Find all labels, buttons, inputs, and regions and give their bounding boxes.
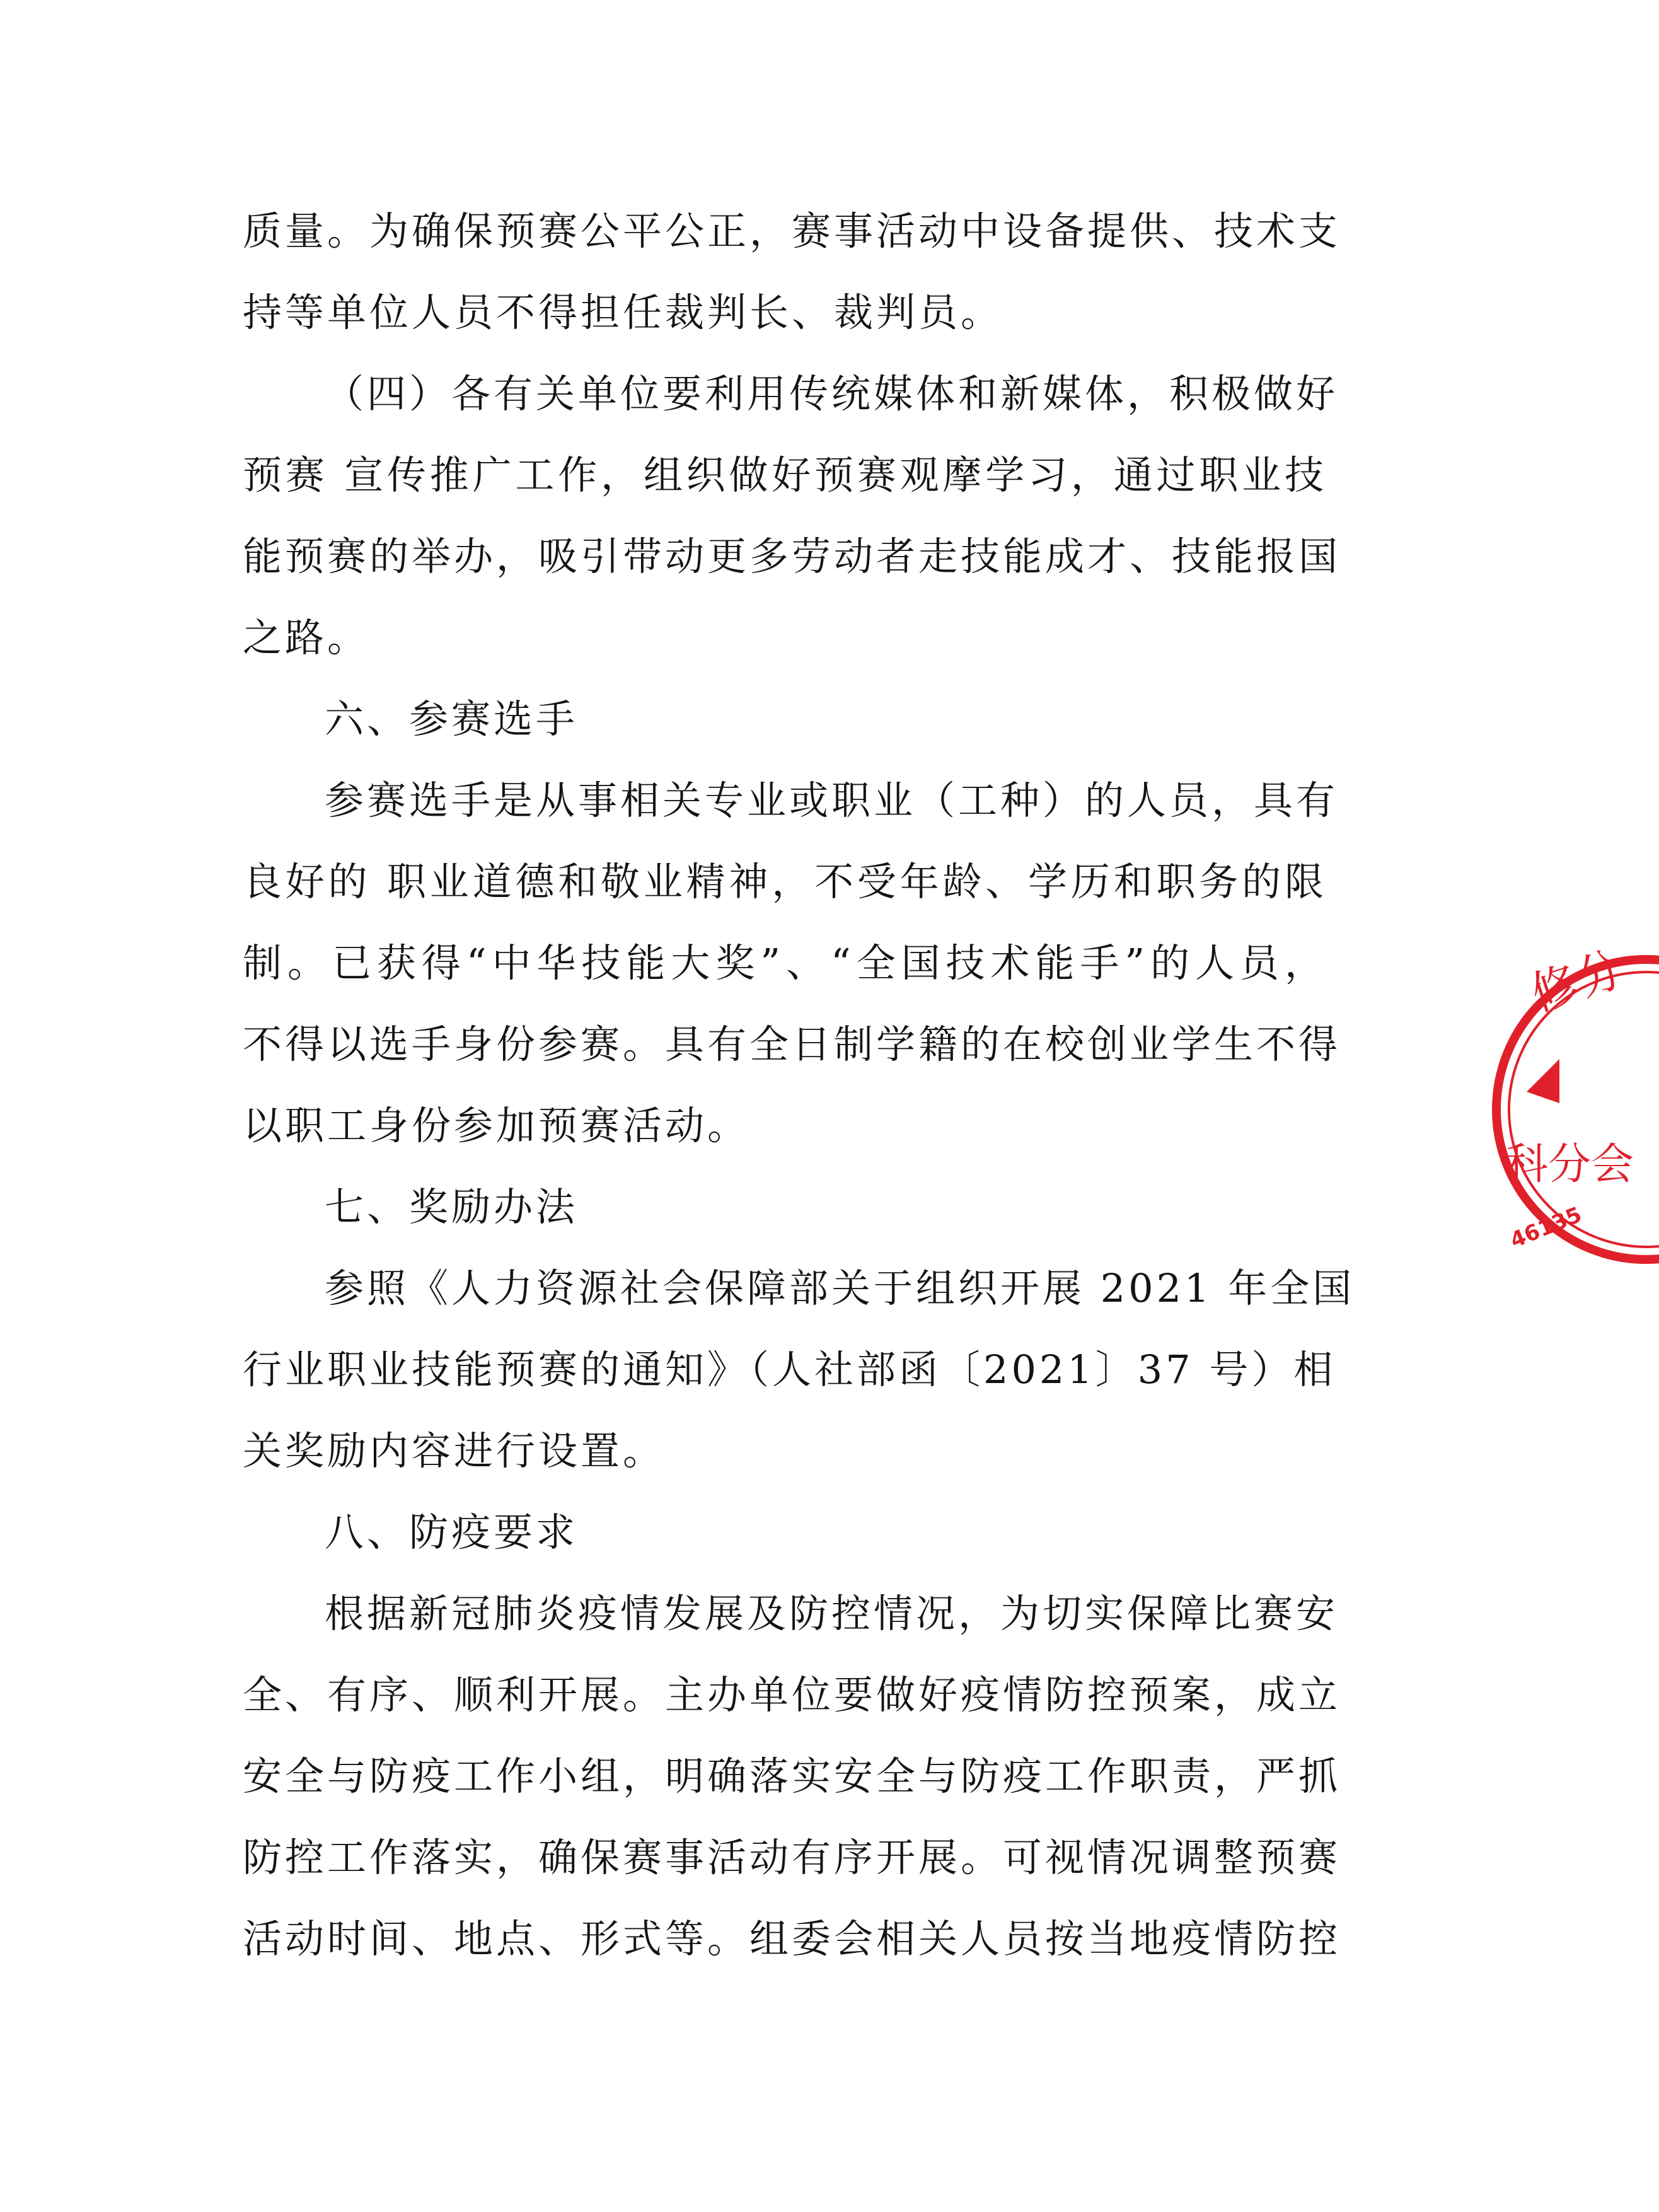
text-line: 预赛 宣传推广工作，组织做好预赛观摩学习，通过职业技 xyxy=(243,452,1327,498)
text-line: 关奖励内容进行设置。 xyxy=(243,1428,666,1474)
text-line: 防控工作落实，确保赛事活动有序开展。可视情况调整预赛 xyxy=(243,1834,1341,1880)
text-line: 能预赛的举办，吸引带动更多劳动者走技能成才、技能报国 xyxy=(243,533,1341,579)
section-heading: 六、参赛选手 xyxy=(325,696,579,742)
text-line: 持等单位人员不得担任裁判长、裁判员。 xyxy=(243,289,1003,335)
text-line: 之路。 xyxy=(243,615,370,661)
text-line: 行业职业技能预赛的通知》（人社部函〔2021〕37 号）相 xyxy=(243,1346,1336,1393)
text-line: 以职工身份参加预赛活动。 xyxy=(243,1103,750,1149)
text-line: 活动时间、地点、形式等。组委会相关人员按当地疫情防控 xyxy=(243,1916,1341,1962)
body-text xyxy=(243,190,1355,1979)
text-line: 根据新冠肺炎疫情发展及防控情况，为切实保障比赛安 xyxy=(325,1590,1339,1636)
text-line: 参赛选手是从事相关专业或职业（工种）的人员，具有 xyxy=(325,777,1339,823)
seal-top-text: 修分 xyxy=(1524,941,1631,1022)
text-line: 全、有序、顺利开展。主办单位要做好疫情防控预案，成立 xyxy=(243,1672,1341,1718)
text-line: 制。已获得“中华技能大奖”、“全国技术能手”的人员， xyxy=(243,940,1327,986)
seal-number: 46135 xyxy=(1506,1202,1586,1254)
text-line: 安全与防疫工作小组，明确落实安全与防疫工作职责，严抓 xyxy=(243,1753,1341,1799)
text-line: （四）各有关单位要利用传统媒体和新媒体，积极做好 xyxy=(325,371,1339,417)
seal-inner-ring xyxy=(1509,972,1659,1247)
text-line: 质量。为确保预赛公平公正，赛事活动中设备提供、技术支 xyxy=(243,208,1341,254)
text-line: 参照《人力资源社会保障部关于组织开展 2021 年全国 xyxy=(325,1265,1355,1311)
text-line: 良好的 职业道德和敬业精神，不受年龄、学历和职务的限 xyxy=(243,859,1327,905)
seal-star-fragment xyxy=(1527,1059,1559,1103)
text-line: 不得以选手身份参赛。具有全日制学籍的在校创业学生不得 xyxy=(243,1021,1341,1067)
section-heading: 七、奖励办法 xyxy=(325,1184,579,1230)
seal-ring xyxy=(1496,959,1659,1259)
section-heading: 八、防疫要求 xyxy=(325,1509,579,1555)
official-seal xyxy=(1483,941,1659,1273)
seal-middle-text: 科分会 xyxy=(1505,1140,1634,1190)
